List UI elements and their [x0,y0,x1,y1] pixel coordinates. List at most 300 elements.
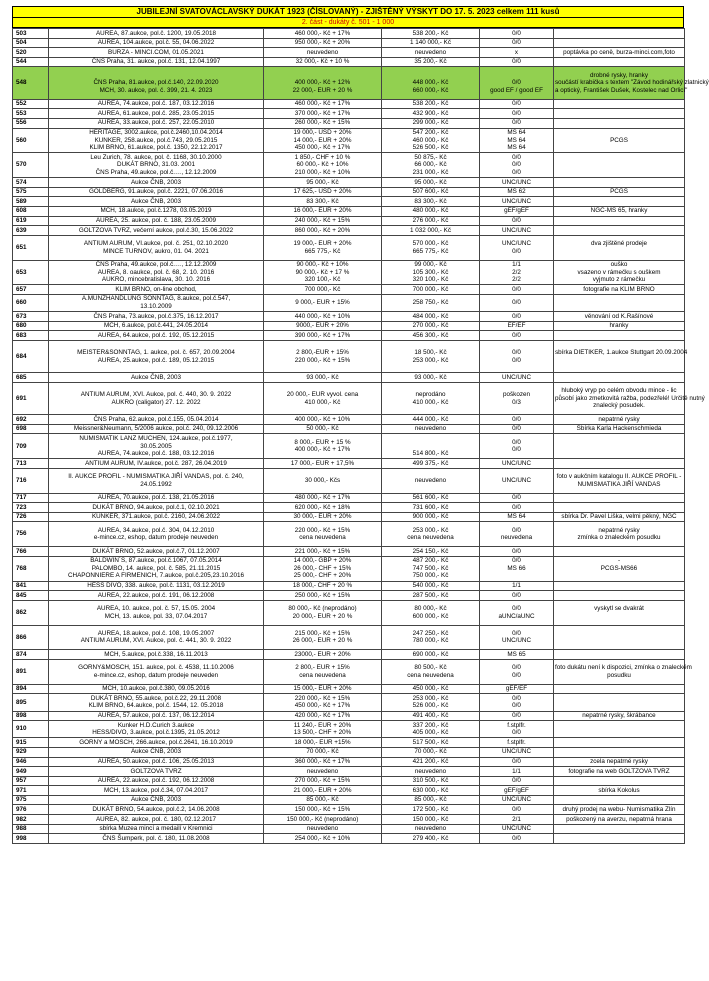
cell-line: 499 375,- Kč [412,459,449,467]
cell-line: gEF/EF [505,685,528,693]
cell-line: 23000,- EUR + 20% [294,650,351,658]
cell-line: 400 000,- Kč + 12% [294,79,351,87]
cell-line: 400 000,- Kč + 10% [294,415,351,423]
note-cell [554,493,685,503]
cell-line: 0/0 [512,591,521,599]
cell-line: 1 032 000,- Kč [410,226,451,234]
cell-line: 0/0 [512,169,521,177]
price-cell [264,512,382,522]
cell-line: KUNKER, 258.aukce, pol.č.743, 29.05.2015 [94,136,218,144]
table-row [13,815,685,825]
total-cell [382,38,480,48]
cell-line: MCH, 30. aukce, pol. č. 399, 21. 4. 2023 [99,86,213,94]
cell-line: 35 200,- Kč [414,58,447,66]
table-row [13,650,685,660]
auction-cell [49,216,264,226]
grade-cell [480,815,554,825]
cell-line: a optický, František Dušek, Kostelec nad Orlicí" [555,86,688,94]
price-cell [264,591,382,601]
cell-line: GOLDBERG, 91.aukce, pol.č. 2221, 07.06.2016 [88,188,224,196]
price-cell [264,415,382,425]
cell-line: ČNS Praha, 62.aukce, pol.č.155, 05.04.2014 [93,415,219,423]
cell-line [555,592,683,600]
cell-line: 460 000,- Kč + 17% [294,100,351,108]
cell-line: MCH, 10.aukce, pol.č.380, 09.05.2016 [102,685,210,693]
table-row [13,109,685,119]
cell-line [555,217,683,225]
coin-number: 717 [13,493,49,503]
price-cell [264,340,382,372]
note-cell [554,805,685,815]
cell-line: 526 000,- Kč [412,702,449,710]
coin-number: 766 [13,547,49,557]
coin-number: 982 [13,815,49,825]
cell-line [555,504,683,512]
cell-line: 105 300,- Kč [412,268,449,276]
cell-line: 1/1 [512,767,521,775]
cell-line: 0/0 [512,425,521,433]
cell-line: e-mince.cz, eshop, datum prodeje neuveden [93,671,219,679]
grade-cell [480,650,554,660]
cell-line: 0/0 [512,664,521,672]
cell-line [555,169,683,177]
auction-cell [49,312,264,322]
cell-line: 83 300,- Kč [306,197,339,205]
price-cell [264,434,382,459]
table-row [13,206,685,216]
cell-line: dva zjištěné prodeje [590,240,647,247]
total-cell [382,226,480,236]
grade-cell [480,197,554,207]
cell-line [555,702,683,710]
cell-line: UNC/UNC [501,748,532,756]
cell-line: nepatrné rysky [598,526,640,534]
auction-cell [49,373,264,383]
grade-cell [480,459,554,469]
note-cell [554,67,709,99]
cell-line: MCH, 13.aukce, pol.č.34, 07.04.2017 [104,786,208,794]
cell-line: poškozený na averzu, nepatrná hrana [566,815,672,823]
cell-line: 85 000,- Kč [414,796,447,804]
table-row [13,29,685,39]
cell-line: 258 750,- Kč [412,299,449,307]
grade-cell [480,493,554,503]
cell-line: MS 64 [507,513,526,521]
cell-line: 14 000,- GBP + 20% [293,557,352,565]
coin-number: 503 [13,29,49,39]
cell-line: vyjmuto z rámečku [592,276,646,284]
cell-line: 480 000,- Kč [412,207,449,215]
grade-cell [480,321,554,331]
cell-line: UNC/UNC [501,197,532,205]
price-cell [264,153,382,178]
cell-line: aUNC/aUNC [498,612,535,620]
cell-line: KLIM BRNO, 64.aukce, pol.č. 1544, 12. 05.2018 [88,702,224,710]
note-cell [554,721,685,738]
coin-number: 723 [13,503,49,513]
table-row [13,57,685,67]
cell-line: 13 500,- CHF + 20% [293,729,352,737]
coin-number: 639 [13,226,49,236]
cell-line: 9 000,- EUR + 15% [295,299,350,307]
cell-line: DUKÁT BRNO, 54.aukce, pol.č.2, 14.06.2008 [92,805,220,813]
cell-line [555,332,683,340]
cell-line: 400 000,- Kč + 17% [294,446,351,454]
cell-line: EF/EF [507,322,526,330]
cell-line [481,572,552,580]
cell-line: 253 000,- Kč [412,694,449,702]
auction-cell [49,206,264,216]
total-cell [382,29,480,39]
cell-line: 25 000,- CHF + 20% [293,572,352,580]
total-cell [382,738,480,748]
note-cell [554,747,685,757]
grade-cell [480,786,554,796]
total-cell [382,109,480,119]
total-cell [382,684,480,694]
cell-line: cena neuvedena [407,671,454,679]
coin-number: 556 [13,118,49,128]
coin-number: 975 [13,795,49,805]
cell-line: 0/0 [512,729,521,737]
note-cell [554,684,685,694]
coin-number: 673 [13,312,49,322]
note-cell [554,48,685,58]
cell-line [555,637,683,645]
grade-cell [480,382,554,414]
cell-line [555,548,683,556]
cell-line: hranky [609,322,629,330]
table-row [13,824,685,834]
cell-line: 30 000,- EUR + 20% [293,513,352,521]
cell-line: 0/0 [512,671,521,679]
coin-number: 971 [13,786,49,796]
total-cell [382,459,480,469]
table-row [13,721,685,738]
grade-cell [480,415,554,425]
cell-line: 0/0 [512,312,521,320]
auction-cell [49,824,264,834]
grade-cell [480,373,554,383]
table-row [13,178,685,188]
auction-cell [49,128,264,153]
cell-line: 0/0 [512,702,521,710]
cell-line: drobné rysky, hranky [590,71,648,79]
price-cell [264,178,382,188]
total-cell [382,625,480,650]
cell-line: 210 000,- Kč + 10% [294,169,351,177]
table-row [13,805,685,815]
cell-line: UNC/UNC [501,226,532,234]
table-row [13,711,685,721]
cell-line: 253 000,- Kč [412,356,449,364]
table-row [13,468,685,493]
cell-line: GORNY&MOSCH, 151. aukce, pol. č. 4538, 11.10.2006 [78,664,234,672]
auction-cell [49,556,264,581]
cell-line: 215 000,- Kč + 15% [294,629,351,637]
table-row [13,757,685,767]
note-cell [554,625,685,650]
cell-line: 370 000,- Kč + 17% [294,109,351,117]
grade-cell [480,795,554,805]
total-cell [382,805,480,815]
cell-line: 0/0 [512,39,521,47]
total-cell [382,650,480,660]
cell-line: cena neuvedena [407,534,454,542]
cell-line: 70 000,- Kč [306,748,339,756]
auction-cell [49,600,264,625]
cell-line: PCGS-MS66 [600,564,638,572]
total-cell [382,522,480,547]
cell-line [555,179,683,187]
auction-cell [49,786,264,796]
coin-number: 552 [13,99,49,109]
note-cell [554,659,692,684]
grade-cell [480,512,554,522]
auction-cell [49,468,264,493]
auction-cell [49,340,264,372]
auction-cell [49,57,264,67]
note-cell [554,415,685,425]
cell-line: 220 000,- Kč + 15% [294,694,351,702]
price-cell [264,321,382,331]
grade-cell [480,747,554,757]
cell-line: GORNY a MOSCH, 266.aukce, pol.č.2641, 16.10.2019 [79,738,233,746]
cell-line: MS 62 [507,188,526,196]
grade-cell [480,216,554,226]
cell-line: 260 000,- Kč + 15% [294,119,351,127]
cell-line: fotografie na KLIM BRNO [583,285,655,293]
total-cell [382,321,480,331]
cell-line: AUREA, 34.aukce, pol.č. 304, 04.12.2010 [97,526,215,534]
total-cell [382,815,480,825]
cell-line: 247 250,- Kč [412,629,449,637]
cell-line: 18 000,- CHF + 20 % [292,582,353,590]
cell-line: AUREA, 70.aukce, pol.č. 138, 21.05.2016 [97,494,215,502]
auction-cell [49,382,264,414]
cell-line: 15 000,- EUR + 20% [293,685,352,693]
price-cell [264,109,382,119]
cell-line: 20 000,- EUR + 20 % [292,612,353,620]
table-row [13,493,685,503]
cell-line: 17 000,- EUR + 17,5% [290,459,355,467]
grade-cell [480,294,554,311]
cell-line: 172 500,- Kč [412,805,449,813]
table-row [13,382,685,414]
note-cell [554,424,685,434]
cell-line: 0/0 [512,446,521,454]
table-row [13,285,685,295]
price-cell [264,815,382,825]
cell-line: 526 500,- Kč [412,144,449,152]
cell-line: 310 500,- Kč [412,777,449,785]
price-cell [264,684,382,694]
cell-line: MCH, 13. aukce, pol. 33, 07.04.2017 [104,612,208,620]
coin-number: 768 [13,556,49,581]
cell-line: gEF/gEF [504,786,529,794]
cell-line: 390 000,- Kč + 17% [294,331,351,339]
auction-cell [49,260,264,285]
page-subtitle: 2. část - dukáty č. 501 - 1 000 [12,18,684,28]
cell-line: ČNS Praha, 73.aukce, pol.č.375, 16.12.2017 [93,312,219,320]
cell-line: 0/0 [512,758,521,765]
auction-cell [49,493,264,503]
cell-line [555,739,683,747]
cell-line: 514 800,- Kč [412,450,449,458]
price-cell [264,459,382,469]
grade-cell [480,260,554,285]
cell-line: 20 000,- EUR vyvol. cena [286,390,359,398]
total-cell [382,331,480,341]
cell-line: MS 64 [507,129,526,137]
cell-line: UNC/UNC [501,796,532,804]
grade-cell [480,48,554,58]
price-cell [264,48,382,58]
note-cell [554,738,685,748]
cell-line: ANTIUM AURUM, XVI. Aukce, pol. č. 441, 30. 9. 2022 [80,637,232,645]
cell-line: 460 000,- Kč [412,136,449,144]
grade-cell [480,556,554,581]
cell-line: 0/0 [512,557,521,565]
coin-number: 894 [13,684,49,694]
cell-line: poškozen [503,390,530,398]
grade-cell [480,187,554,197]
cell-line: UNC/UNC [501,476,532,484]
cell-line [555,494,683,502]
cell-line [555,748,683,756]
cell-line: 221 000,- Kč + 15% [294,547,351,555]
cell-line: 0/0 [512,299,521,307]
cell-line: 484 000,- Kč [412,312,449,320]
price-cell [264,373,382,383]
auction-cell [49,721,264,738]
price-cell [264,260,382,285]
cell-line [265,72,380,80]
cell-line [383,435,478,443]
cell-line: NUMISMATIK LANZ MUCHEN, 124.aukce, pol.č.1977, [79,434,233,442]
note-cell [554,99,685,109]
cell-line: 1/1 [512,261,521,268]
price-cell [264,824,382,834]
cell-line: 460 000,- Kč + 17% [294,29,351,37]
grade-cell [480,29,554,39]
total-cell [382,294,480,311]
cell-line: 254 150,- Kč [412,547,449,555]
cell-line: II. AUKCE PROFIL - NUMISMATIKA JIŘÍ VANDAS, pol. č. 240, [68,473,244,481]
cell-line: 0/0 [512,834,521,842]
total-cell [382,67,480,99]
note-cell [554,556,685,581]
note-cell [554,187,685,197]
cell-line: 0/0 [512,348,521,356]
auction-cell [49,795,264,805]
grade-cell [480,57,554,67]
cell-line: druhý prodej na webu- Numismatika Zlín [562,805,676,813]
cell-line: Sbírka Karla Hackenschmieda [576,425,662,433]
auction-cell [49,694,264,711]
auction-cell [49,625,264,650]
grade-cell [480,757,554,767]
cell-line: 70 000,- Kč [414,748,447,756]
cell-line: 950 000,- Kč + 20% [294,39,351,47]
price-cell [264,600,382,625]
cell-line [555,729,683,737]
table-row [13,738,685,748]
auction-cell [49,29,264,39]
cell-line: 299 000,- Kč [412,119,449,127]
total-cell [382,434,480,459]
note-cell [554,581,685,591]
price-cell [264,834,382,844]
cell-line: ouško [610,261,628,268]
cell-line: 2/1 [512,815,521,823]
table-row [13,581,685,591]
grade-cell [480,434,554,459]
cell-line: neuvedeno [414,767,447,775]
auction-cell [49,178,264,188]
cell-line: 0/0 [512,777,521,785]
grade-cell [480,128,554,153]
auction-cell [49,235,264,260]
price-cell [264,786,382,796]
price-cell [264,556,382,581]
table-row [13,153,685,178]
cell-line: 0/0 [512,526,521,534]
cell-line [555,30,683,38]
cell-line: 0/0 [512,805,521,813]
note-cell [554,650,685,660]
cell-line [555,299,683,307]
price-cell [264,226,382,236]
note-cell [554,434,685,459]
price-cell [264,747,382,757]
cell-line: 80 000,- Kč [414,605,447,613]
note-cell [554,57,685,67]
cell-line: 66 000,- Kč [414,161,447,169]
auction-cell [49,153,264,178]
grade-cell [480,776,554,786]
cell-line: UNC/UNC [501,459,532,467]
coin-number: 653 [13,260,49,285]
total-cell [382,424,480,434]
coin-number: 988 [13,824,49,834]
coin-number: 862 [13,600,49,625]
coin-number: 684 [13,340,49,372]
note-cell [554,128,685,153]
cell-line [555,446,683,454]
cell-line: 620 000,- Kč + 18% [294,503,351,511]
cell-line: 95 000,- Kč [306,178,339,186]
cell-line [555,460,683,468]
table-row [13,591,685,601]
table-row [13,459,685,469]
cell-line: 270 000,- Kč [412,322,449,330]
sales-table [12,28,709,844]
cell-line: poptávka po ceně, burza-minci.com,foto [563,48,675,56]
cell-line: 731 600,- Kč [412,503,449,511]
note-cell [554,178,685,188]
cell-line: DUKÁT BRNO, 31.03. 2001 [117,161,195,169]
cell-line: MS 64 [507,136,526,144]
grade-cell [480,600,554,625]
total-cell [382,206,480,216]
grade-cell [480,153,554,178]
cell-line: 0/0 [512,547,521,555]
total-cell [382,415,480,425]
price-cell [264,805,382,815]
auction-cell [49,67,264,99]
auction-cell [49,285,264,295]
